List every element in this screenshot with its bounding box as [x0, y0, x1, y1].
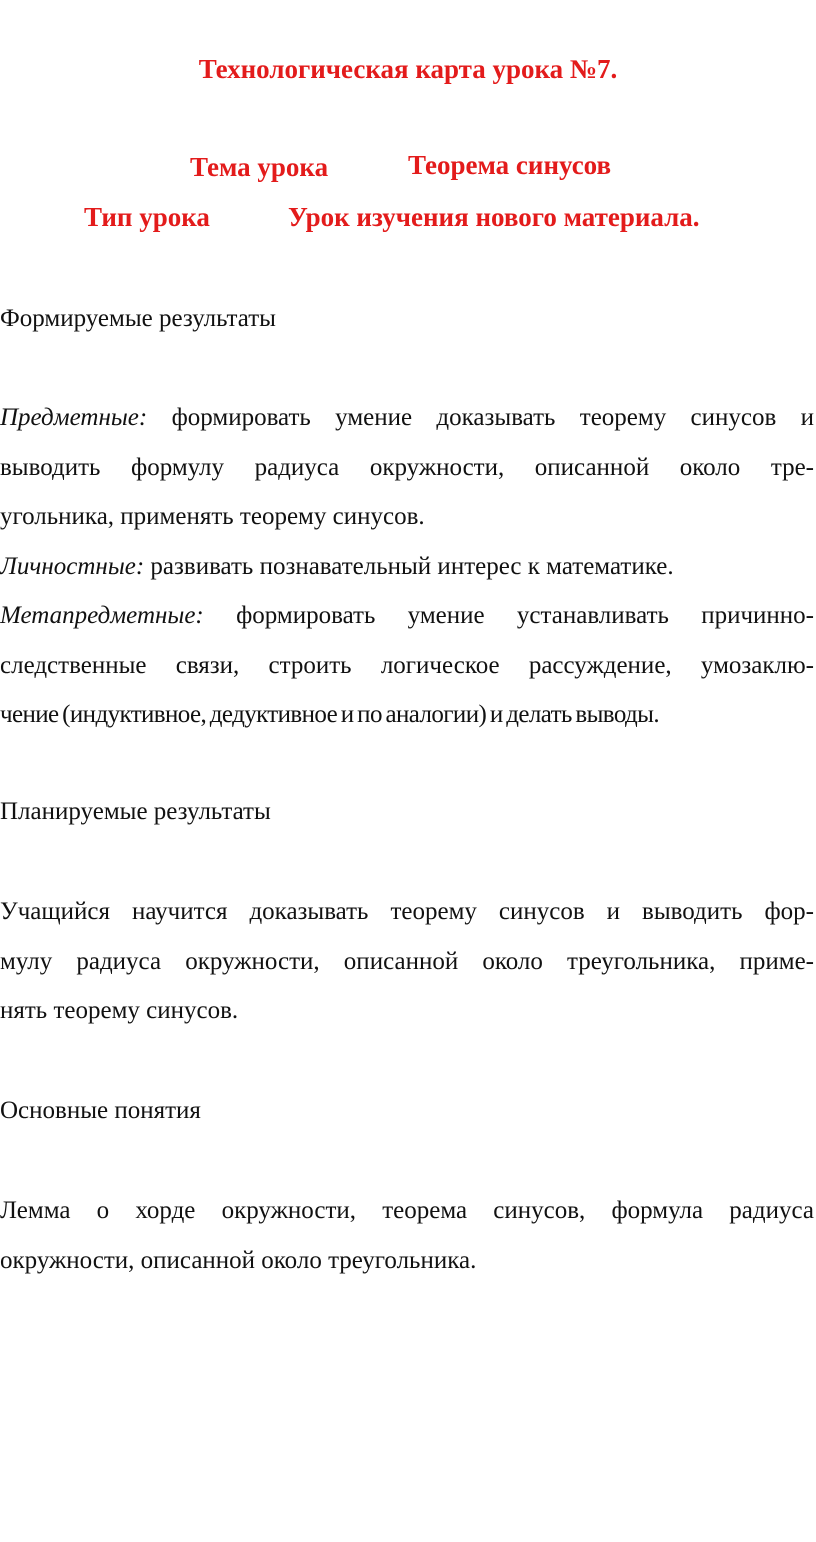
- personal-results-label: Личностные:: [0, 552, 145, 580]
- key-concepts-body: [0, 1186, 814, 1285]
- formed-results-body: [0, 393, 814, 740]
- meta-results-line-2: следственные связи, строить логическое рассуждение, умозаклю-: [0, 651, 814, 679]
- planned-results-line-3: нять теорему синусов.: [0, 997, 239, 1024]
- document-title: Технологическая карта урока №7.: [198, 54, 618, 84]
- subject-results-line-3: угольника, применять теорему синусов.: [0, 503, 425, 530]
- key-concepts-heading: Основные понятия: [0, 1097, 201, 1124]
- subject-results-line-1: [0, 393, 814, 443]
- meta-results-text-1: формировать умение устанавливать причинно-: [236, 602, 815, 629]
- personal-results-line: [0, 542, 814, 592]
- meta-results-line-3: чение (индуктивное, дедуктивное и по аналогии) и делать выводы.: [0, 701, 659, 728]
- subject-results-line-2: выводить формулу радиуса окружности, описанной около тре-: [0, 453, 814, 481]
- lesson-type-label: Тип урока: [84, 202, 210, 232]
- meta-results-label: Метапредметные:: [0, 602, 204, 629]
- planned-results-heading: Планируемые результаты: [0, 798, 271, 825]
- key-concepts-line-1: Лемма о хорде окружности, теорема синусов, формула радиуса: [0, 1197, 814, 1224]
- subject-results-label: Предметные:: [0, 404, 148, 431]
- subject-results-text-1: формировать умение доказывать теорему синусов и: [171, 404, 815, 431]
- meta-results-line-1: [0, 591, 814, 641]
- key-concepts-line-2: окружности, описанной около треугольника.: [0, 1246, 477, 1274]
- topic-label: Тема урока: [190, 152, 329, 182]
- formed-results-heading: Формируемые результаты: [0, 305, 276, 332]
- planned-results-body: [0, 887, 814, 1036]
- topic-value: Теорема синусов: [408, 150, 612, 180]
- planned-results-line-2: мулу радиуса окружности, описанной около треугольника, приме-: [0, 947, 814, 975]
- personal-results-text: развивать познавательный интерес к математике.: [150, 552, 674, 580]
- planned-results-line-1: Учащийся научится доказывать теорему синусов и выводить фор-: [0, 898, 814, 925]
- lesson-type-value: Урок изучения нового материала.: [288, 202, 700, 232]
